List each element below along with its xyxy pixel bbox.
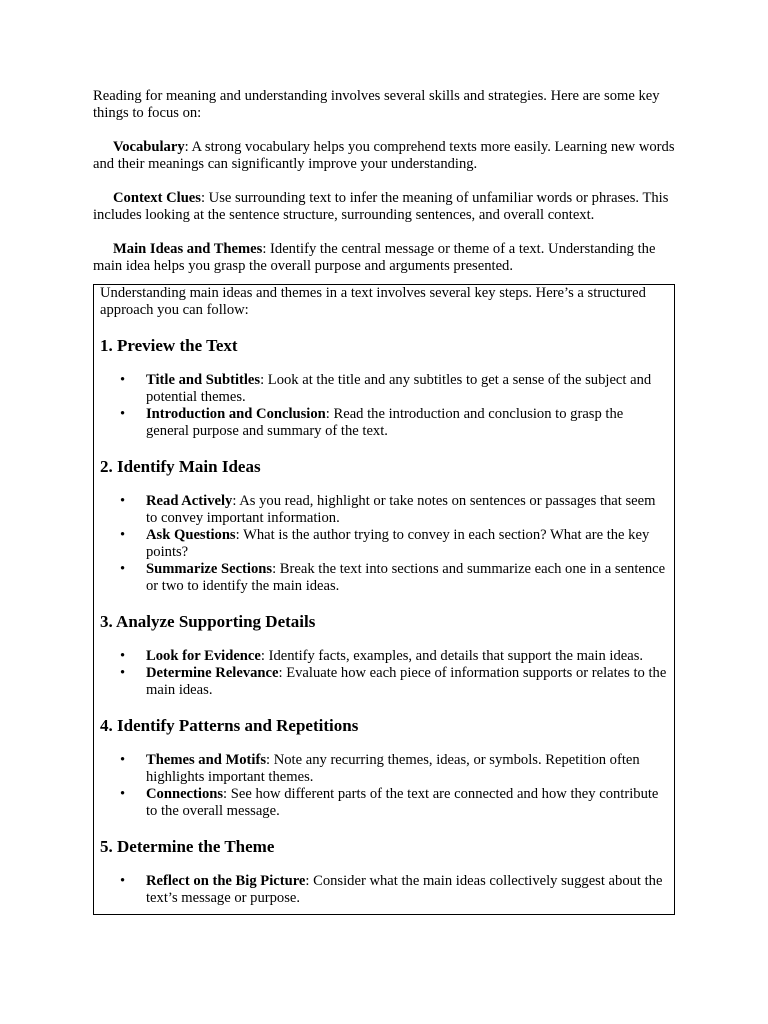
paragraph-text: : Use surrounding text to infer the meaning of unfamiliar words or phrases. This includes looking at the sentence structure, surrounding sentences, and overall context. <box>93 190 669 223</box>
bullet-icon: • <box>120 786 126 802</box>
bullet-list <box>100 873 668 907</box>
item-text: : Look at the title and any subtitles to get a sense of the subject and potential themes. <box>146 372 652 405</box>
list-item <box>100 561 668 595</box>
item-term: Title and Subtitles <box>146 372 261 388</box>
bullet-list <box>100 752 668 820</box>
bullet-icon: • <box>120 873 126 889</box>
guide-box <box>93 284 675 915</box>
bullet-icon: • <box>120 561 126 577</box>
list-item <box>100 527 668 561</box>
item-term: Read Actively <box>146 493 233 509</box>
item-text: : Note any recurring themes, ideas, or symbols. Repetition often highlights important themes. <box>146 752 640 785</box>
bullet-icon: • <box>120 752 126 768</box>
item-term: Introduction and Conclusion <box>146 406 326 422</box>
section-supporting-details <box>100 612 668 699</box>
item-text: : Read the introduction and conclusion to grasp the general purpose and summary of the text. <box>146 406 624 439</box>
bullet-icon: • <box>120 406 126 422</box>
bullet-list <box>100 493 668 595</box>
list-item <box>100 372 668 406</box>
item-term: Summarize Sections <box>146 561 273 577</box>
section-title: 1. Preview the Text <box>100 336 238 355</box>
list-item <box>100 665 668 699</box>
context-clues-paragraph <box>93 190 675 224</box>
item-text: : Break the text into sections and summarize each one in a sentence or two to identify the main ideas. <box>146 561 666 594</box>
paragraph-term: Main Ideas and Themes <box>113 241 263 257</box>
list-item <box>100 752 668 786</box>
paragraph-term: Context Clues <box>113 190 201 206</box>
section-title: 4. Identify Patterns and Repetitions <box>100 716 359 735</box>
item-term: Look for Evidence <box>146 648 261 664</box>
item-term: Determine Relevance <box>146 665 279 681</box>
paragraph-text: : A strong vocabulary helps you comprehend texts more easily. Learning new words and their meanings can significantly improve your understanding. <box>93 139 675 172</box>
item-term: Connections <box>146 786 224 802</box>
list-item <box>100 648 668 665</box>
box-intro: Understanding main ideas and themes in a text involves several key steps. Here’s a structured approach you can follow: <box>100 285 646 318</box>
intro-paragraph: Reading for meaning and understanding involves several skills and strategies. Here are some key things to focus on: <box>93 88 660 121</box>
section-preview <box>100 336 668 440</box>
section-patterns <box>100 716 668 820</box>
item-term: Themes and Motifs <box>146 752 266 768</box>
bullet-icon: • <box>120 648 126 664</box>
list-item <box>100 493 668 527</box>
section-title: 3. Analyze Supporting Details <box>100 612 316 631</box>
item-term: Reflect on the Big Picture <box>146 873 306 889</box>
paragraph-term: Vocabulary <box>113 139 185 155</box>
section-theme <box>100 837 668 907</box>
list-item <box>100 406 668 440</box>
item-text: : As you read, highlight or take notes on sentences or passages that seem to convey important information. <box>146 493 656 526</box>
item-text: : What is the author trying to convey in each section? What are the key points? <box>146 527 650 560</box>
item-text: : Evaluate how each piece of information supports or relates to the main ideas. <box>146 665 667 698</box>
item-text: : See how different parts of the text are connected and how they contribute to the overall message. <box>146 786 659 819</box>
bullet-icon: • <box>120 493 126 509</box>
bullet-list <box>100 372 668 440</box>
item-term: Ask Questions <box>146 527 236 543</box>
section-identify-main-ideas <box>100 457 668 595</box>
section-title: 5. Determine the Theme <box>100 837 275 856</box>
bullet-icon: • <box>120 527 126 543</box>
list-item <box>100 873 668 907</box>
section-title: 2. Identify Main Ideas <box>100 457 261 476</box>
bullet-list <box>100 648 668 699</box>
vocabulary-paragraph <box>93 139 675 173</box>
bullet-icon: • <box>120 665 126 681</box>
document-page <box>93 88 675 915</box>
paragraph-text: : Identify the central message or theme of a text. Understanding the main idea helps you grasp the overall purpose and arguments presented. <box>93 241 656 274</box>
item-text: : Identify facts, examples, and details that support the main ideas. <box>260 648 644 664</box>
list-item <box>100 786 668 820</box>
bullet-icon: • <box>120 372 126 388</box>
item-text: : Consider what the main ideas collectively suggest about the text’s message or purpose. <box>146 873 663 906</box>
main-ideas-paragraph <box>93 241 675 275</box>
